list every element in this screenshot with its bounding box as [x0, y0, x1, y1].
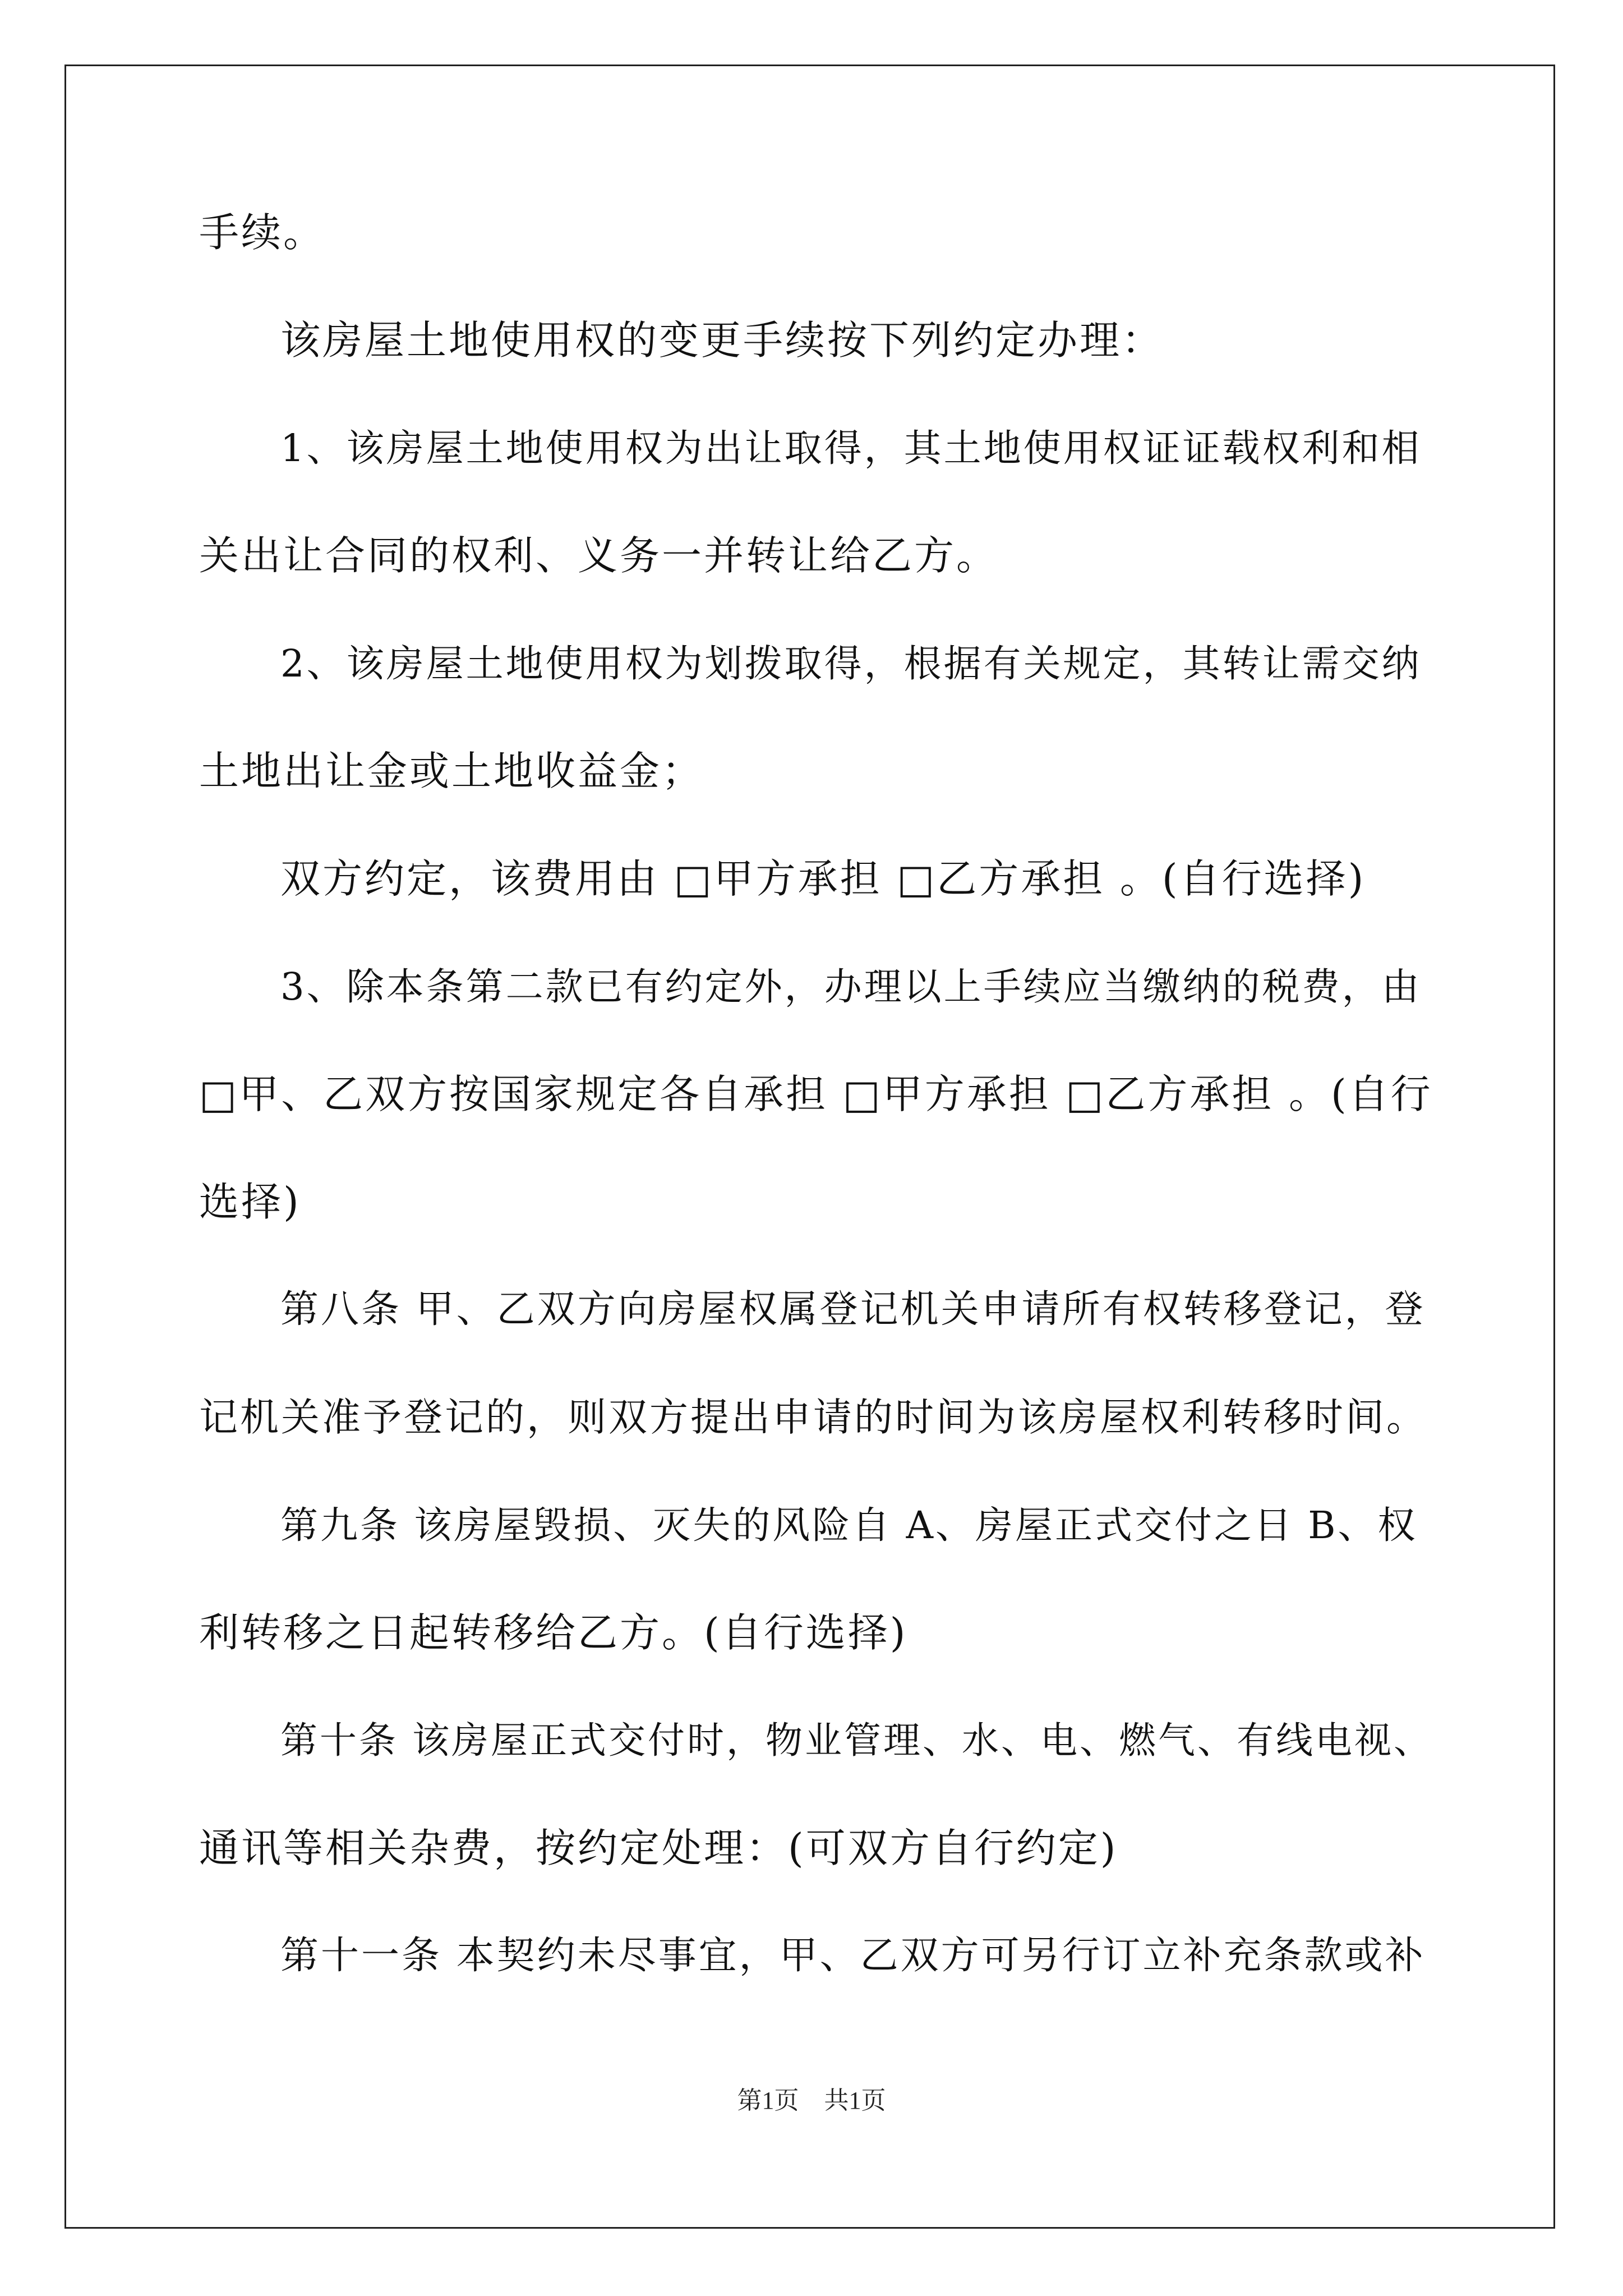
text-line: 3、除本条第二款已有约定外，办理以上手续应当缴纳的税费，由: [280, 965, 1422, 1009]
text-line: 选择): [199, 1179, 301, 1225]
text-line: 2、该房屋土地使用权为划拨取得，根据有关规定，其转让需交纳: [280, 642, 1422, 685]
page-footer: [0, 2084, 1623, 2118]
text-line: 利转移之日起转移给乙方。(自行选择): [199, 1609, 908, 1656]
text-line: 土地出让金或土地收益金；: [199, 748, 704, 794]
text-line: 1、该房屋土地使用权为出让取得，其土地使用权证证载权利和相: [280, 426, 1422, 470]
text-line: 记机关准予登记的，则双方提出申请的时间为该房屋权利转移时间。: [199, 1395, 1427, 1440]
page-number: 第1页: [737, 2087, 799, 2114]
text-line: 该房屋土地使用权的变更手续按下列约定办理：: [280, 317, 1164, 364]
text-line: □甲、乙双方按国家规定各自承担 □甲方承担 □乙方承担 。(自行: [199, 1071, 1433, 1117]
text-line: 第十条 该房屋正式交付时，物业管理、水、电、燃气、有线电视、: [280, 1719, 1433, 1762]
text-line: 第八条 甲、乙双方向房屋权属登记机关申请所有权转移登记，登: [280, 1287, 1426, 1332]
text-line: 第十一条 本契约未尽事宜，甲、乙双方可另行订立补充条款或补: [280, 1934, 1426, 1978]
text-line: 通讯等相关杂费，按约定处理：(可双方自行约定): [199, 1825, 1118, 1871]
page-border: [64, 65, 1555, 2229]
page-total: 共1页: [824, 2087, 886, 2114]
text-line: 关出让合同的权利、义务一并转让给乙方。: [199, 532, 999, 579]
text-line: 双方约定，该费用由 □甲方承担 □乙方承担 。(自行选择): [280, 855, 1366, 902]
text-line: 第九条 该房屋毁损、灭失的风险自 A、房屋正式交付之日 B、权: [280, 1503, 1418, 1547]
text-line: 手续。: [199, 209, 326, 256]
